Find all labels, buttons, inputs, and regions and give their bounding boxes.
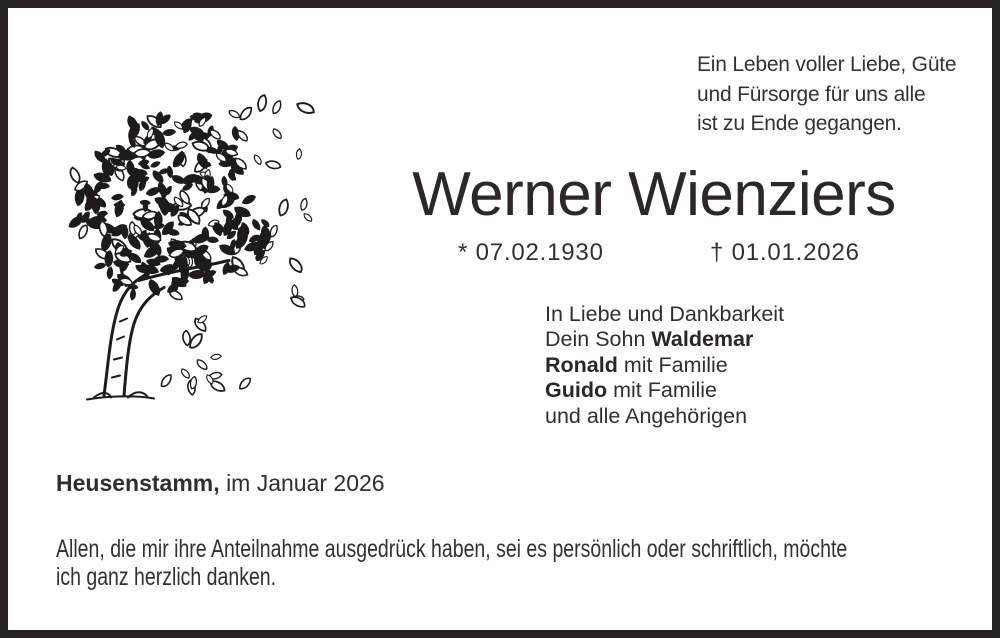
- family-member-name: Guido: [545, 378, 608, 403]
- thanks-line: Allen, die mir ihre Anteilnahme ausgedrück haben, sei es persönlich oder schriftlich, möchte: [56, 535, 848, 563]
- thanks-line: ich ganz herzlich danken.: [56, 562, 277, 591]
- family-line: [545, 327, 784, 352]
- place-name: Heusenstamm,: [56, 470, 220, 496]
- family-line: [545, 378, 784, 403]
- place-and-date: [56, 470, 385, 497]
- death-date-value: 01.01.2026: [731, 239, 860, 266]
- family-line-prefix: Dein Sohn: [545, 327, 646, 352]
- epigraph-line: Ein Leben voller Liebe, Güte: [697, 53, 957, 76]
- tree-leaves: [67, 94, 316, 395]
- deceased-name: Werner Wienziers: [412, 160, 896, 229]
- epigraph: [697, 50, 956, 139]
- thanks-note: [56, 536, 847, 591]
- family-line: [545, 353, 784, 378]
- family-member-name: Waldemar: [651, 327, 754, 352]
- family-dedication: [545, 302, 784, 429]
- death-date: [710, 239, 860, 267]
- epigraph-line: ist zu Ende gegangen.: [697, 112, 902, 135]
- birth-star-symbol: *: [458, 239, 469, 266]
- family-line-suffix: mit Familie: [623, 352, 728, 377]
- family-line: und alle Angehörigen: [545, 403, 748, 428]
- death-cross-symbol: †: [710, 239, 725, 266]
- family-line: In Liebe und Dankbarkeit: [545, 302, 785, 326]
- family-member-name: Ronald: [545, 352, 618, 377]
- notice-date: im Januar 2026: [226, 470, 385, 496]
- birth-date: [458, 239, 604, 267]
- windblown-tree-icon: [54, 76, 346, 414]
- birth-date-value: 07.02.1930: [475, 239, 604, 266]
- epigraph-line: und Fürsorge für uns alle: [697, 82, 926, 106]
- family-line-suffix: mit Familie: [613, 378, 718, 403]
